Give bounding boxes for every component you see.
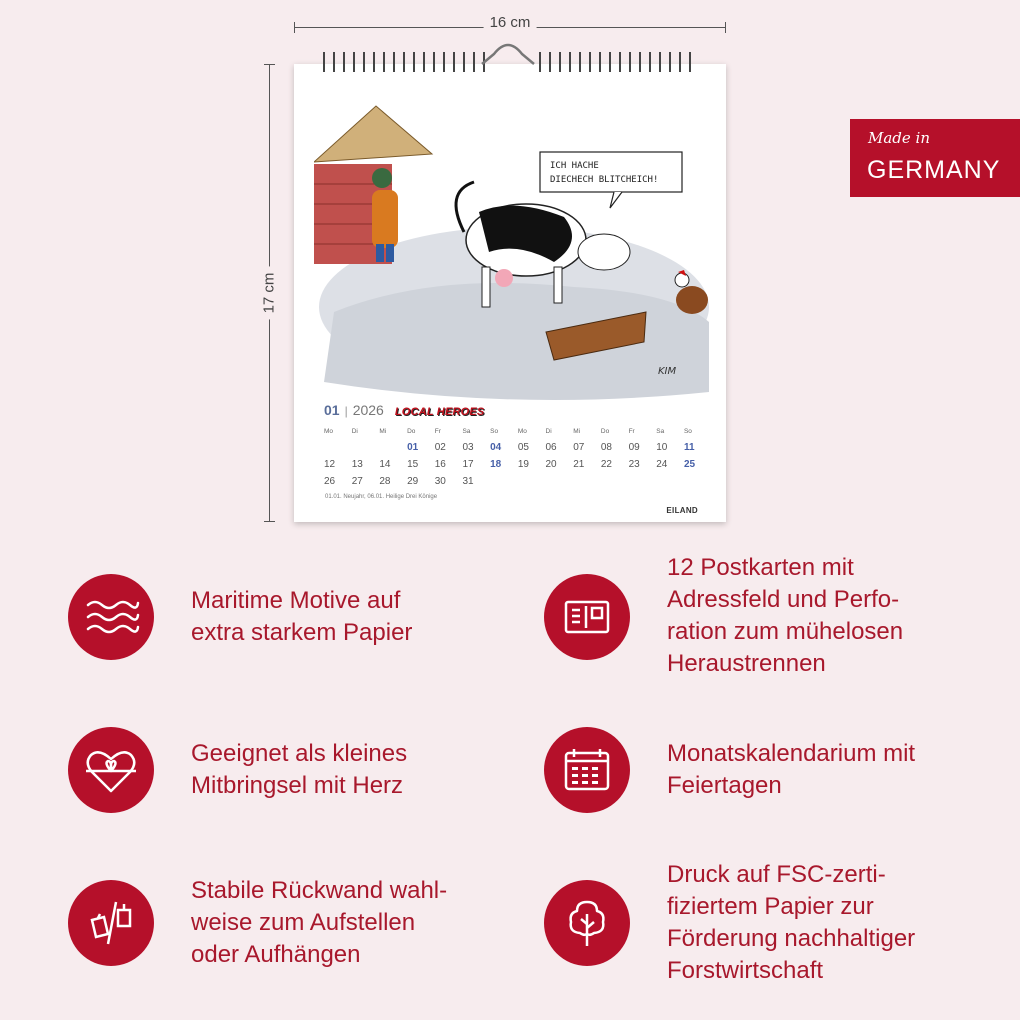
day-cell: 22 <box>600 459 612 470</box>
height-label: 17 cm <box>261 267 278 320</box>
weekday: Mi <box>573 428 581 435</box>
weekday: Mo <box>324 428 334 435</box>
weekday: So <box>490 428 499 435</box>
height-dimension <box>260 64 278 522</box>
cartoon-illustration <box>314 92 712 422</box>
day-cell <box>684 476 712 493</box>
day-cell: 21 <box>573 459 585 470</box>
weekday: Do <box>407 428 416 435</box>
svg-text:KIM: KIM <box>658 366 677 377</box>
postcard-icon <box>544 574 630 660</box>
day-cell: 26 <box>324 476 336 487</box>
day-cell <box>573 476 601 493</box>
weekday: Do <box>600 428 610 435</box>
weekday: Sa <box>656 428 665 435</box>
day-cell: 03 <box>462 442 474 453</box>
day-cell <box>546 476 574 493</box>
day-cell: 24 <box>656 459 668 470</box>
day-cell: 06 <box>545 442 557 453</box>
feature-text: Geeignet als kleines Mitbringsel mit Herz <box>191 740 408 799</box>
calendar-icon <box>544 727 630 813</box>
day-cell: 07 <box>573 442 585 453</box>
tree-icon <box>544 880 630 966</box>
feature-text: Stabile Rückwand wahl- weise zum Aufstellen oder Aufhängen <box>191 877 448 968</box>
svg-text:DIECHECH BLITCHEICH!: DIECHECH BLITCHEICH! <box>550 175 659 185</box>
calendar-preview <box>294 64 726 522</box>
day-cell <box>324 442 352 459</box>
made-in-germany-badge <box>850 119 1020 197</box>
day-cell <box>656 476 684 493</box>
width-label: 16 cm <box>484 14 537 31</box>
day-cell: 18 <box>490 459 502 470</box>
weekday: Fr <box>434 428 441 435</box>
weekday: Fr <box>628 428 635 435</box>
month-number: 01 <box>324 402 340 418</box>
weekday-row <box>324 428 712 442</box>
day-cell: 02 <box>434 442 446 453</box>
day-cell: 29 <box>407 476 419 487</box>
spiral-binding <box>294 36 726 78</box>
day-cell: 25 <box>683 459 696 470</box>
week-row <box>324 459 712 476</box>
feature-text: Maritime Motive auf extra starkem Papier <box>191 587 413 646</box>
day-cell: 15 <box>407 459 419 470</box>
day-cell: 23 <box>628 459 640 470</box>
day-cell: 28 <box>379 476 391 487</box>
heart-gift-icon <box>68 727 154 813</box>
weekday: Mi <box>379 428 387 435</box>
day-cell <box>629 476 657 493</box>
day-cell: 13 <box>351 459 363 470</box>
svg-text:ICH HACHE: ICH HACHE <box>550 161 599 171</box>
day-cell: 16 <box>434 459 446 470</box>
day-cell <box>379 442 407 459</box>
calendar-header <box>324 402 484 418</box>
day-cell <box>518 476 546 493</box>
holidays-note: 01.01. Neujahr, 06.01. Heilige Drei Könige <box>325 494 438 500</box>
day-cell: 04 <box>490 442 502 453</box>
day-cell: 09 <box>628 442 640 453</box>
width-dimension <box>294 14 726 32</box>
day-cell <box>601 476 629 493</box>
day-cell <box>490 476 518 493</box>
day-cell: 20 <box>545 459 557 470</box>
weekday: Mo <box>517 428 527 435</box>
weekday: So <box>683 428 692 435</box>
day-cell: 08 <box>600 442 612 453</box>
separator: | <box>344 404 348 418</box>
badge-line2: GERMANY <box>867 156 1001 184</box>
brand-logo: LOCAL HEROES <box>394 406 485 418</box>
feature-text: Druck auf FSC-zerti- fiziertem Papier zur Förderung nachhaltiger Forstwirtschaft <box>667 861 916 984</box>
day-cell: 05 <box>517 442 529 453</box>
weekday: Di <box>351 428 358 435</box>
day-cell: 14 <box>379 459 391 470</box>
stand-hang-icon <box>68 880 154 966</box>
eiland-logo: EILAND <box>666 506 698 515</box>
weekday: Di <box>545 428 552 435</box>
day-cell <box>352 442 380 459</box>
day-cell: 01 <box>407 442 419 453</box>
day-cell: 11 <box>683 442 695 453</box>
day-cell: 27 <box>351 476 363 487</box>
week-row <box>324 442 712 459</box>
feature-text: 12 Postkarten mit Adressfeld und Perfo- ration zum mühelosen Heraustrennen <box>667 554 904 677</box>
badge-line1: Made in <box>868 129 931 147</box>
week-row <box>324 476 712 493</box>
day-cell: 10 <box>656 442 668 453</box>
feature-text: Monatskalendarium mit Feiertagen <box>667 740 916 799</box>
calendar-grid <box>324 428 712 493</box>
day-cell: 31 <box>462 476 474 487</box>
day-cell: 30 <box>434 476 446 487</box>
waves-icon <box>68 574 154 660</box>
year: 2026 <box>352 402 384 418</box>
day-cell: 12 <box>324 459 336 470</box>
weekday: Sa <box>462 428 471 435</box>
day-cell: 17 <box>462 459 474 470</box>
day-cell: 19 <box>517 459 529 470</box>
